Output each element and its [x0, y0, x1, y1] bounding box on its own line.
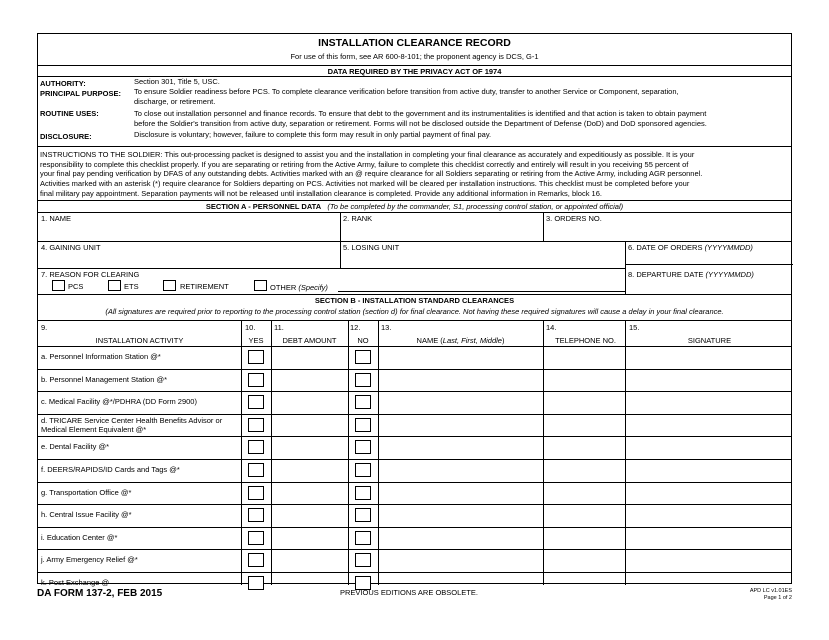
yes-checkbox[interactable] [248, 418, 264, 432]
divider [38, 146, 791, 147]
column-divider [348, 320, 349, 585]
retirement-label: RETIREMENT [180, 282, 229, 291]
section-b-title: SECTION B - INSTALLATION STANDARD CLEARANCES [314, 296, 515, 305]
col-10-number: 10. [245, 323, 256, 332]
activity-label: i. Education Center @* [41, 532, 118, 542]
ets-label: ETS [124, 282, 139, 291]
yes-checkbox[interactable] [248, 553, 264, 567]
no-checkbox[interactable] [355, 440, 371, 454]
section-b-note-row [38, 307, 791, 316]
divider [38, 294, 791, 295]
column-divider [241, 320, 242, 585]
no-checkbox[interactable] [355, 553, 371, 567]
row-divider [38, 482, 791, 483]
instructions-line: final military pay appointment. Separation payments will not be released until installation clearance is completed. Provide any additional information in Remarks, block 16. [40, 188, 602, 198]
privacy-act-title: DATA REQUIRED BY THE PRIVACY ACT OF 1974 [327, 67, 502, 76]
column-divider [543, 320, 544, 585]
column-divider [625, 320, 626, 585]
authority-text: Section 301, Title 5, USC. [134, 77, 220, 86]
divider [340, 212, 341, 241]
pcs-checkbox[interactable] [52, 280, 65, 291]
retirement-checkbox[interactable] [163, 280, 176, 291]
reason-field-label: 7. REASON FOR CLEARING [41, 270, 140, 279]
col-signature-header: SIGNATURE [687, 336, 732, 345]
row-divider [38, 369, 791, 370]
purpose-text: To ensure Soldier readiness before PCS. To complete clearance verification before transition from active duty, transfer to another Service or Component, separation, [134, 87, 679, 96]
yes-checkbox[interactable] [248, 531, 264, 545]
no-checkbox[interactable] [355, 395, 371, 409]
activity-label: j. Army Emergency Relief @* [41, 555, 138, 565]
divider [625, 241, 626, 294]
divider [543, 212, 544, 241]
col-name-header: NAME (Last, First, Middle) [416, 336, 505, 345]
col-11-number: 11. [274, 323, 284, 332]
yes-checkbox[interactable] [248, 395, 264, 409]
other-checkbox[interactable] [254, 280, 267, 291]
ets-checkbox[interactable] [108, 280, 121, 291]
yes-checkbox[interactable] [248, 576, 264, 590]
instructions-line: responsibility to complete this checklist properly. If you are separating or retiring from the Active Army, failure to complete this checklist correctly and entirely will result in you receiving 55 percent of [40, 159, 689, 169]
no-checkbox[interactable] [355, 486, 371, 500]
page-number: Page 1 of 2 [763, 595, 792, 601]
departure-date-field-label: 8. DEPARTURE DATE (YYYYMMDD) [628, 270, 754, 279]
section-b-note: (All signatures are required prior to reporting to the processing control station (section d) for final clearance. Not having these required signatures will cause a delay in your final clearance. [105, 307, 724, 316]
no-checkbox[interactable] [355, 508, 371, 522]
routine-uses-text-cont: before the Soldier's transition from active duty, separation or retirement. Forms will not be disclosed outside the Department of Defense (DoD) and DoD sponsored agencies. [134, 119, 707, 128]
col-13-number: 13. [381, 323, 392, 332]
col-12-number: 12. [350, 323, 361, 332]
divider [38, 320, 791, 321]
activity-label: f. DEERS/RAPIDS/ID Cards and Tags @* [41, 465, 180, 474]
form-number: DA FORM 137-2, FEB 2015 [37, 588, 163, 599]
row-divider [38, 504, 791, 505]
col-14-number: 14. [546, 323, 557, 332]
row-divider [38, 436, 791, 437]
no-checkbox[interactable] [355, 373, 371, 387]
divider [38, 200, 791, 201]
col-yes-header: YES [248, 336, 264, 345]
divider [625, 264, 793, 265]
activity-label: g. Transportation Office @* [41, 487, 132, 497]
form-subtitle: For use of this form, see AR 600-8-101; the proponent agency is DCS, G-1 [290, 52, 539, 61]
authority-label: AUTHORITY: [40, 79, 86, 88]
section-a-title: SECTION A - PERSONNEL DATA [205, 202, 322, 211]
yes-checkbox[interactable] [248, 440, 264, 454]
instructions-line: INSTRUCTIONS TO THE SOLDIER: This out-processing packet is designed to assist you and the installation in completing your final clearance as accurately and expeditiously as possible. It is your [40, 150, 695, 159]
row-divider [38, 414, 791, 415]
purpose-label: PRINCIPAL PURPOSE: [40, 89, 121, 98]
divider [38, 268, 625, 269]
rank-field-label: 2. RANK [343, 214, 373, 223]
col-debt-amount-header: DEBT AMOUNT [282, 336, 337, 345]
obsolete-notice: PREVIOUS EDITIONS ARE OBSOLETE. [340, 588, 478, 597]
activity-label: c. Medical Facility @*/PDHRA (DD Form 2900) [41, 397, 197, 407]
col-no-header: NO [357, 336, 369, 345]
form-title: INSTALLATION CLEARANCE RECORD [318, 37, 511, 49]
row-divider [38, 549, 791, 550]
row-divider [38, 527, 791, 528]
column-divider [378, 320, 379, 585]
section-a-header [38, 202, 791, 211]
other-label: OTHER (Specify) [270, 283, 328, 292]
gaining-unit-field-label: 4. GAINING UNIT [41, 243, 101, 252]
instructions-line: Activities marked with an asterisk (*) require clearance for Soldiers departing on PCS. Activities not marked will be cleared per installation instructions. This checklist must be completed before your [40, 179, 690, 189]
divider [38, 212, 791, 213]
activity-label: k. Post Exchange @ [41, 578, 110, 587]
purpose-text-cont: discharge, or retirement. [134, 97, 216, 106]
divider [38, 65, 791, 66]
col-installation-activity-header: INSTALLATION ACTIVITY [95, 336, 184, 345]
activity-label: b. Personnel Management Station @* [41, 374, 168, 384]
other-specify-line[interactable] [338, 291, 625, 292]
activity-label: e. Dental Facility @* [41, 442, 110, 452]
activity-label: h. Central Issue Facility @* [41, 510, 132, 520]
instructions [40, 150, 790, 199]
activity-label: d. TRICARE Service Center Health Benefits Advisor or Medical Element Equivalent @* [41, 415, 223, 435]
yes-checkbox[interactable] [248, 486, 264, 500]
divider [38, 241, 791, 242]
activity-label: a. Personnel Information Station @* [41, 352, 161, 361]
section-a-note: (To be completed by the commander, S1, processing control station, or appointed official) [327, 202, 624, 211]
section-b-header [38, 296, 791, 305]
yes-checkbox[interactable] [248, 373, 264, 387]
no-checkbox[interactable] [355, 418, 371, 432]
row-divider [38, 391, 791, 392]
divider [38, 346, 791, 347]
col-15-number: 15. [629, 323, 640, 332]
apd-version-text: APD LC v1.01ES [749, 588, 792, 594]
losing-unit-field-label: 5. LOSING UNIT [343, 243, 400, 252]
no-checkbox[interactable] [355, 350, 371, 364]
row-divider [38, 459, 791, 460]
pcs-label: PCS [68, 282, 84, 291]
instructions-line: your final pay pending verification by DFAS of any outstanding debts. Activities marked with an @ require clearance for all Soldiers separating or retiring from the Active Army, including AGR personnel. [40, 169, 703, 179]
row-divider [38, 572, 791, 573]
name-field-label: 1. NAME [41, 214, 72, 223]
yes-checkbox[interactable] [248, 350, 264, 364]
column-divider [271, 320, 272, 585]
yes-checkbox[interactable] [248, 463, 264, 477]
routine-uses-label: ROUTINE USES: [40, 109, 99, 118]
disclosure-label: DISCLOSURE: [40, 132, 92, 141]
no-checkbox[interactable] [355, 531, 371, 545]
no-checkbox[interactable] [355, 463, 371, 477]
clearance-form [37, 33, 792, 587]
yes-checkbox[interactable] [248, 508, 264, 522]
apd-version [750, 588, 792, 602]
divider [340, 241, 341, 268]
disclosure-text: Disclosure is voluntary; however, failure to complete this form may result in only partial payment of final pay. [134, 130, 492, 139]
routine-uses-text: To close out installation personnel and finance records. To ensure that debt to the government and its instrumentalities is identified and that action is taken to obtain payment [134, 109, 707, 118]
date-of-orders-field-label: 6. DATE OF ORDERS (YYYYMMDD) [628, 243, 753, 252]
col-telephone-header: TELEPHONE NO. [555, 336, 616, 345]
col-9-number: 9. [41, 323, 48, 332]
orders-no-field-label: 3. ORDERS NO. [546, 214, 602, 223]
